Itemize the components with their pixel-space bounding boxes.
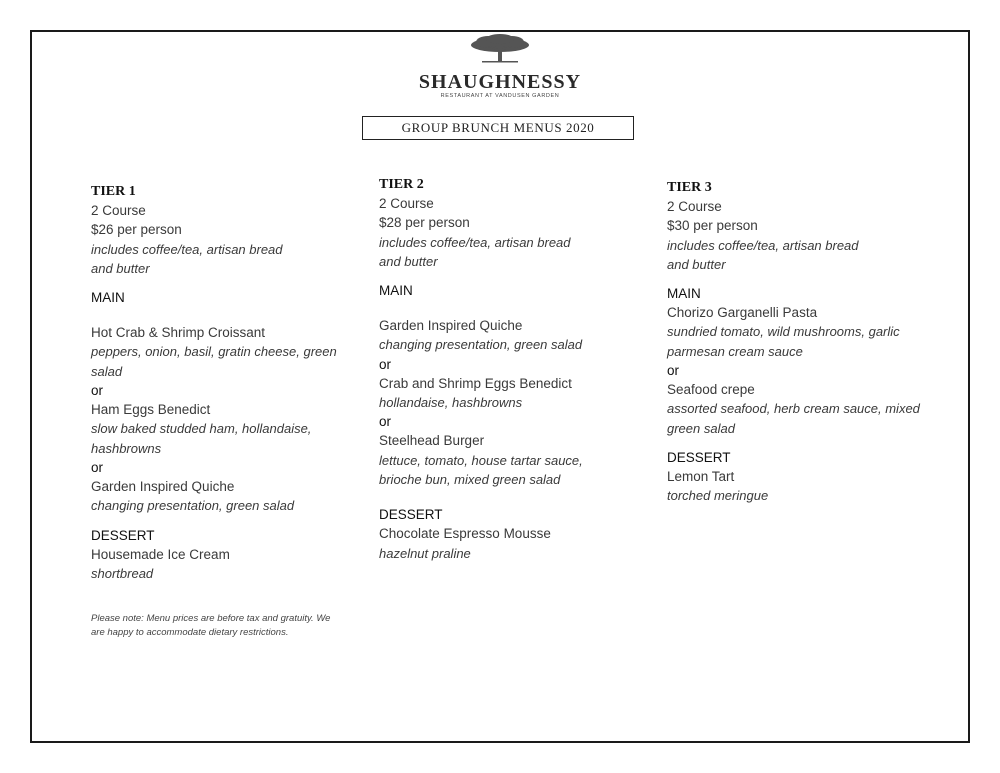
menu-item-name: Steelhead Burger [379, 433, 485, 449]
menu-item-name: Garden Inspired Quiche [379, 318, 523, 334]
menu-item-description: brioche bun, mixed green salad [379, 471, 561, 487]
menu-item-description: hashbrowns [91, 440, 162, 456]
menu-item-description: changing presentation, green salad [379, 337, 583, 353]
menu-item-name: Crab and Shrimp Eggs Benedict [379, 375, 572, 391]
price: $30 per person [667, 218, 758, 234]
note-line: are happy to accommodate dietary restrictions. [91, 627, 289, 638]
menu-item-description: slow baked studded ham, hollandaise, [91, 421, 312, 437]
tier-2-column [379, 175, 629, 563]
tier-heading: TIER 1 [91, 184, 136, 199]
includes-text: and butter [91, 260, 150, 276]
dessert-description: shortbread [91, 565, 154, 581]
dessert-name: Chocolate Espresso Mousse [379, 526, 551, 542]
price: $26 per person [91, 222, 182, 238]
dessert-name: Housemade Ice Cream [91, 546, 230, 562]
menu-title: GROUP BRUNCH MENUS 2020 [362, 116, 634, 140]
includes-text: includes coffee/tea, artisan bread [667, 237, 859, 253]
includes-text: includes coffee/tea, artisan bread [379, 234, 571, 250]
or-separator: or [379, 356, 392, 372]
menu-item-name: Ham Eggs Benedict [91, 402, 211, 418]
logo-subtitle: RESTAURANT AT VANDUSEN GARDEN [440, 93, 560, 99]
tier-heading: TIER 2 [379, 177, 424, 192]
course-count: 2 Course [667, 199, 722, 214]
menu-item-description: green salad [667, 420, 735, 436]
menu-item-description: assorted seafood, herb cream sauce, mixed [667, 401, 920, 417]
tier-3-column [667, 178, 927, 506]
tree-icon [468, 33, 532, 65]
menu-item-description: sundried tomato, wild mushrooms, garlic [667, 324, 900, 340]
logo-name: SHAUGHNESSY [418, 71, 582, 93]
menu-item-description: peppers, onion, basil, gratin cheese, green [91, 344, 337, 360]
dessert-heading: DESSERT [91, 527, 155, 543]
main-heading: MAIN [379, 283, 413, 299]
main-heading: MAIN [91, 290, 125, 306]
includes-text: includes coffee/tea, artisan bread [91, 241, 283, 257]
menu-item-name: Hot Crab & Shrimp Croissant [91, 325, 266, 341]
or-separator: or [91, 459, 104, 475]
dessert-description: hazelnut praline [379, 545, 471, 561]
restaurant-logo [0, 33, 1000, 65]
menu-item-description: lettuce, tomato, house tartar sauce, [379, 452, 583, 468]
price-note [91, 612, 331, 640]
dessert-heading: DESSERT [667, 449, 731, 465]
dessert-name: Lemon Tart [667, 468, 735, 484]
menu-item-name: Chorizo Garganelli Pasta [667, 305, 818, 321]
dessert-description: torched meringue [667, 488, 769, 504]
tier-heading: TIER 3 [667, 180, 712, 195]
menu-item-description: hollandaise, hashbrowns [379, 395, 523, 411]
or-separator: or [379, 414, 392, 430]
price: $28 per person [379, 215, 470, 231]
menu-item-description: salad [91, 363, 123, 379]
course-count: 2 Course [91, 203, 146, 218]
main-heading: MAIN [667, 286, 701, 302]
course-count: 2 Course [379, 196, 434, 211]
menu-item-description: parmesan cream sauce [667, 343, 803, 359]
menu-item-name: Seafood crepe [667, 382, 755, 398]
note-line: Please note: Menu prices are before tax and gratuity. We [91, 613, 331, 624]
menu-item-name: Garden Inspired Quiche [91, 478, 235, 494]
includes-text: and butter [667, 256, 726, 272]
or-separator: or [667, 363, 680, 379]
dessert-heading: DESSERT [379, 507, 443, 523]
tier-1-column [91, 182, 341, 583]
or-separator: or [91, 383, 104, 399]
includes-text: and butter [379, 253, 438, 269]
menu-item-description: changing presentation, green salad [91, 498, 295, 514]
